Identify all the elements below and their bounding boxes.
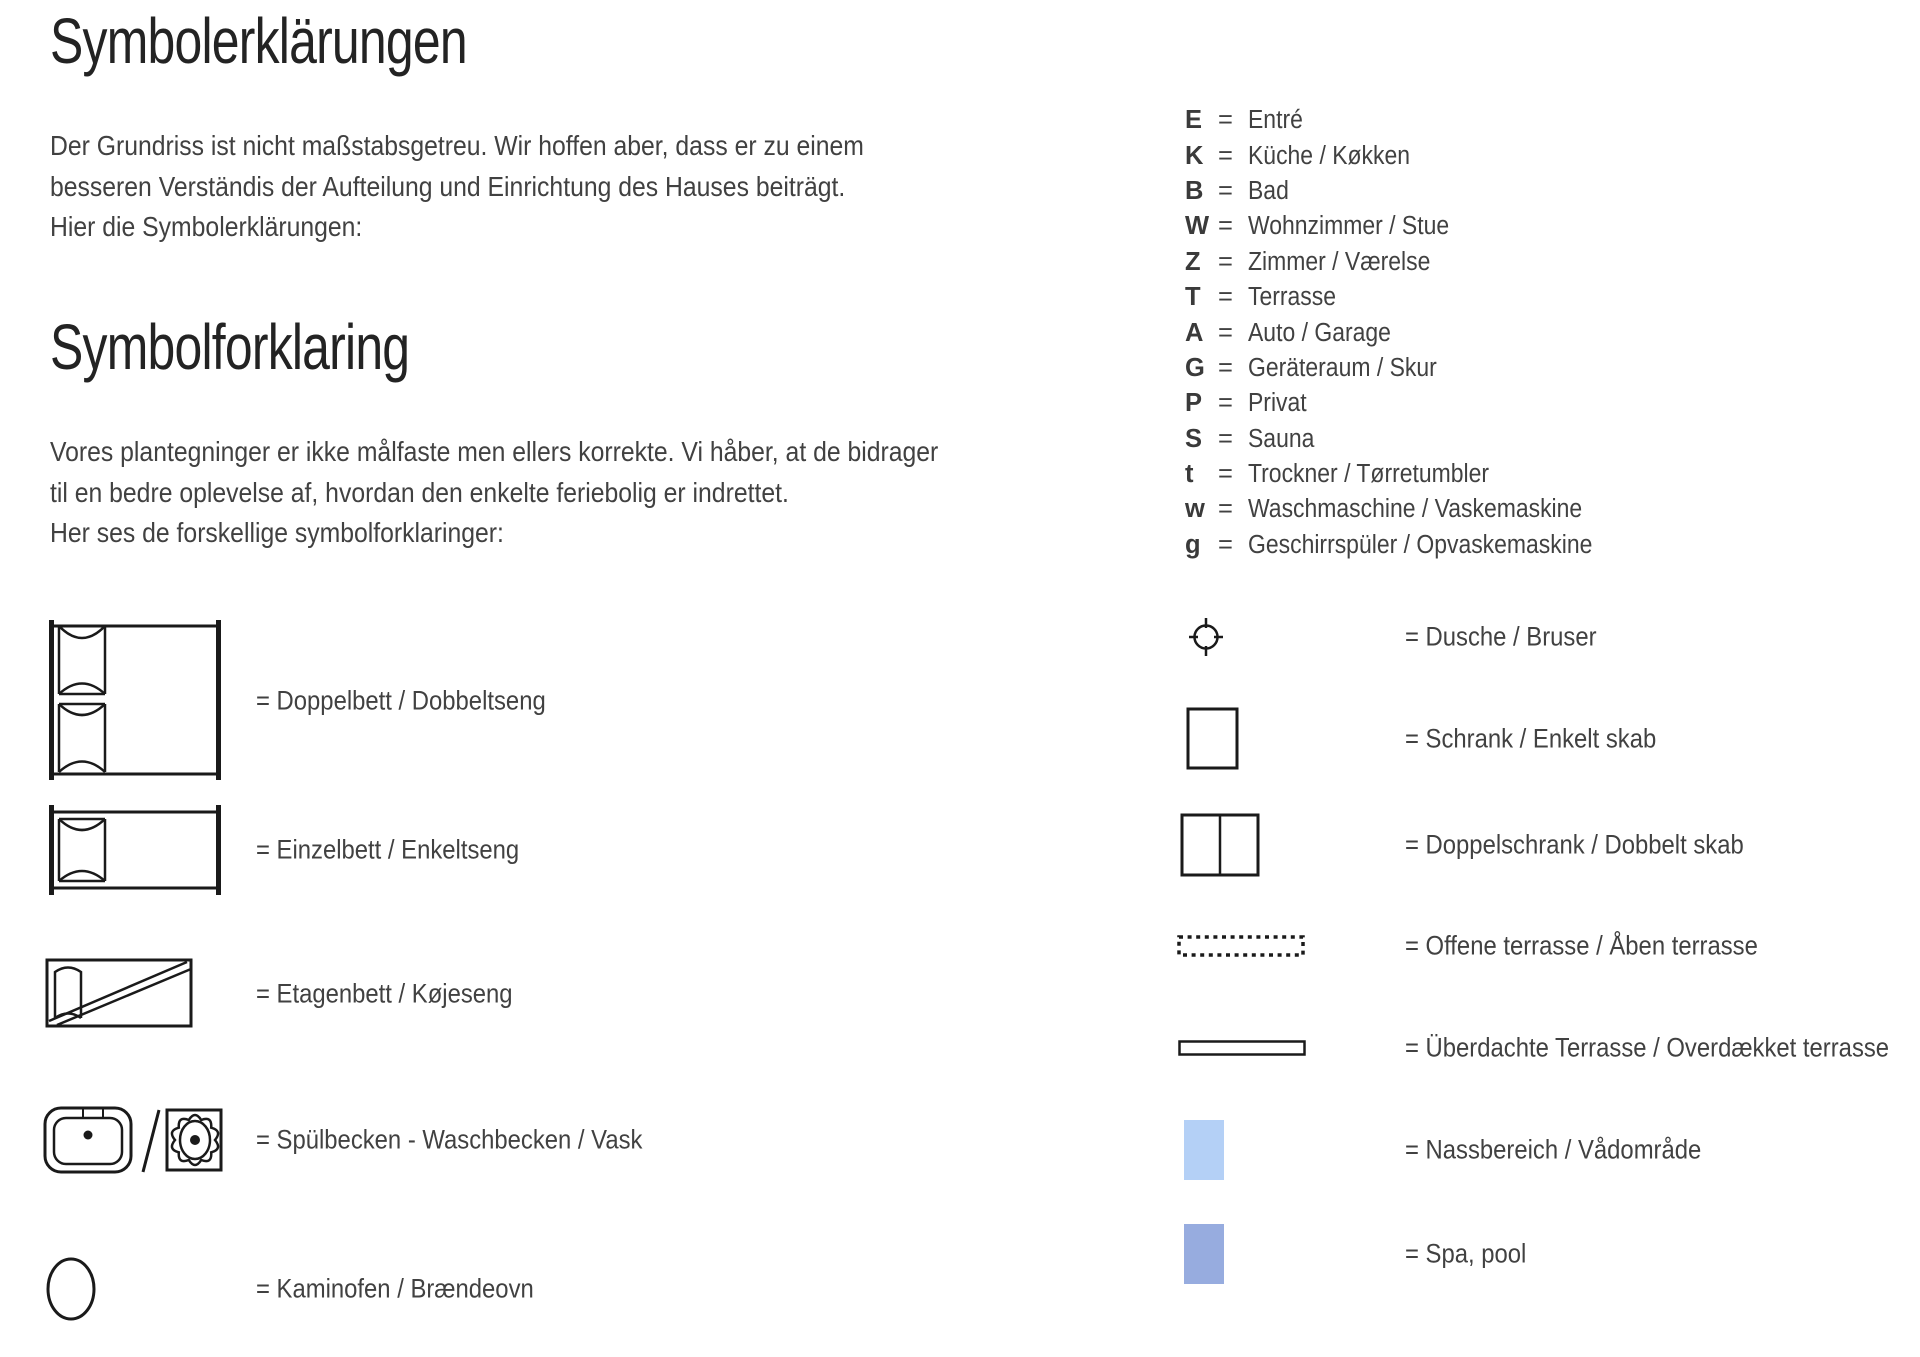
legend-row-shower [0,615,1920,659]
german-intro-line-1: Der Grundriss ist nicht maßstabsgetreu. Wir hoffen aber, dass er zu einem [50,130,864,161]
legend-row-covered-terrace [0,1032,1920,1063]
legend-row-single-cabinet [0,707,1920,770]
room-code-definition: Waschmaschine / Vaskemaskine [1248,495,1583,524]
equals-sign: = [1218,141,1233,170]
room-code-definition: Privat [1248,389,1307,418]
room-code-letter: T [1185,283,1201,312]
room-code-letter: B [1185,176,1204,205]
legend-label: = Schrank / Enkelt skab [1405,723,1657,753]
equals-sign: = [1218,212,1233,241]
equals-sign: = [1218,176,1233,205]
room-code-definition: Auto / Garage [1248,318,1391,347]
room-code-row [1185,351,1631,386]
room-code-definition: Wohnzimmer / Stue [1248,212,1450,241]
shower-icon [1186,615,1226,659]
german-intro-line-3: Hier die Symbolerklärungen: [50,211,363,242]
room-code-row [1185,315,1631,350]
room-code-definition: Geräteraum / Skur [1248,353,1437,382]
equals-sign: = [1218,389,1233,418]
equals-sign: = [1218,318,1233,347]
equals-sign: = [1218,424,1233,453]
room-code-letter: E [1185,106,1203,135]
legend-label: = Spülbecken - Waschbecken / Vask [256,1124,643,1155]
legend-row-bunk-bed [0,958,1920,1030]
room-code-row [1185,209,1631,244]
room-code-definition: Zimmer / Værelse [1248,247,1431,276]
danish-intro-line-2: til en bedre oplevelse af, hvordan den enkelte feriebolig er indrettet. [50,476,789,508]
room-code-row [1185,492,1631,527]
legend-label: = Spa, pool [1405,1238,1527,1269]
room-code-definition: Geschirrspüler / Opvaskemaskine [1248,530,1593,559]
bunk-bed-icon [45,958,193,1030]
open-terrace-icon [1177,935,1305,957]
room-code-definition: Bad [1248,176,1289,205]
equals-sign: = [1218,460,1233,489]
legend-label: = Doppelbett / Dobbeltseng [256,685,546,716]
spa-pool-icon [1184,1224,1224,1284]
room-code-letter: G [1185,353,1205,382]
room-code-row [1185,174,1631,209]
room-code-row [1185,386,1631,421]
room-code-definition: Trockner / Tørretumbler [1248,460,1490,489]
legend-row-double-cabinet [0,813,1920,877]
danish-title: Symbolforklaring [50,311,410,383]
legend-row-spa-pool [0,1224,1920,1284]
room-code-letter: A [1185,318,1204,347]
room-code-definition: Entré [1248,106,1303,135]
room-code-row [1185,457,1631,492]
equals-sign: = [1218,106,1233,135]
legend-label: = Etagenbett / Køjeseng [256,978,513,1009]
room-code-definition: Sauna [1248,424,1315,453]
room-code-letter: P [1185,389,1203,418]
room-code-row [1185,422,1631,457]
equals-sign: = [1218,530,1233,559]
legend-label: = Einzelbett / Enkeltseng [256,834,520,865]
legend-label: = Dusche / Bruser [1405,621,1597,652]
room-code-row [1185,103,1631,138]
room-code-letter: g [1185,530,1201,559]
room-code-letter: K [1185,141,1204,170]
german-title: Symbolerklärungen [50,5,467,77]
legend-label: = Doppelschrank / Dobbelt skab [1405,829,1744,860]
room-code-letter: S [1185,424,1203,453]
legend-label: = Kaminofen / Brændeovn [256,1273,534,1304]
double-cabinet-icon [1180,813,1260,877]
legend-label: = Überdachte Terrasse / Overdækket terrasse [1405,1032,1890,1063]
room-code-row [1185,245,1631,280]
equals-sign: = [1218,247,1233,276]
covered-terrace-icon [1178,1040,1306,1056]
room-code-letter: t [1185,460,1194,489]
danish-intro-paragraph [50,432,1037,554]
room-code-letter: Z [1185,247,1201,276]
legend-label: = Offene terrasse / Åben terrasse [1405,930,1758,961]
room-code-row [1185,138,1631,173]
room-code-list [1185,103,1631,563]
single-cabinet-icon [1186,707,1239,770]
equals-sign: = [1218,495,1233,524]
german-intro-paragraph [50,126,954,248]
danish-intro-line-3: Her ses de forskellige symbolforklaringer: [50,517,504,548]
german-intro-line-2: besseren Verständis der Aufteilung und Einrichtung des Hauses beiträgt. [50,170,846,202]
legend-row-wet-area [0,1120,1920,1180]
room-code-definition: Terrasse [1248,283,1337,312]
room-code-letter: w [1185,495,1205,524]
wet-area-icon [1184,1120,1224,1180]
room-code-definition: Küche / Køkken [1248,141,1411,170]
room-code-row [1185,280,1631,315]
legend-row-open-terrace [0,930,1920,961]
danish-intro-line-1: Vores plantegninger er ikke målfaste men ellers korrekte. Vi håber, at de bidrager [50,436,939,467]
equals-sign: = [1218,283,1233,312]
room-code-row [1185,528,1631,563]
equals-sign: = [1218,353,1233,382]
room-code-letter: W [1185,212,1210,241]
legend-label: = Nassbereich / Vådområde [1405,1134,1702,1165]
